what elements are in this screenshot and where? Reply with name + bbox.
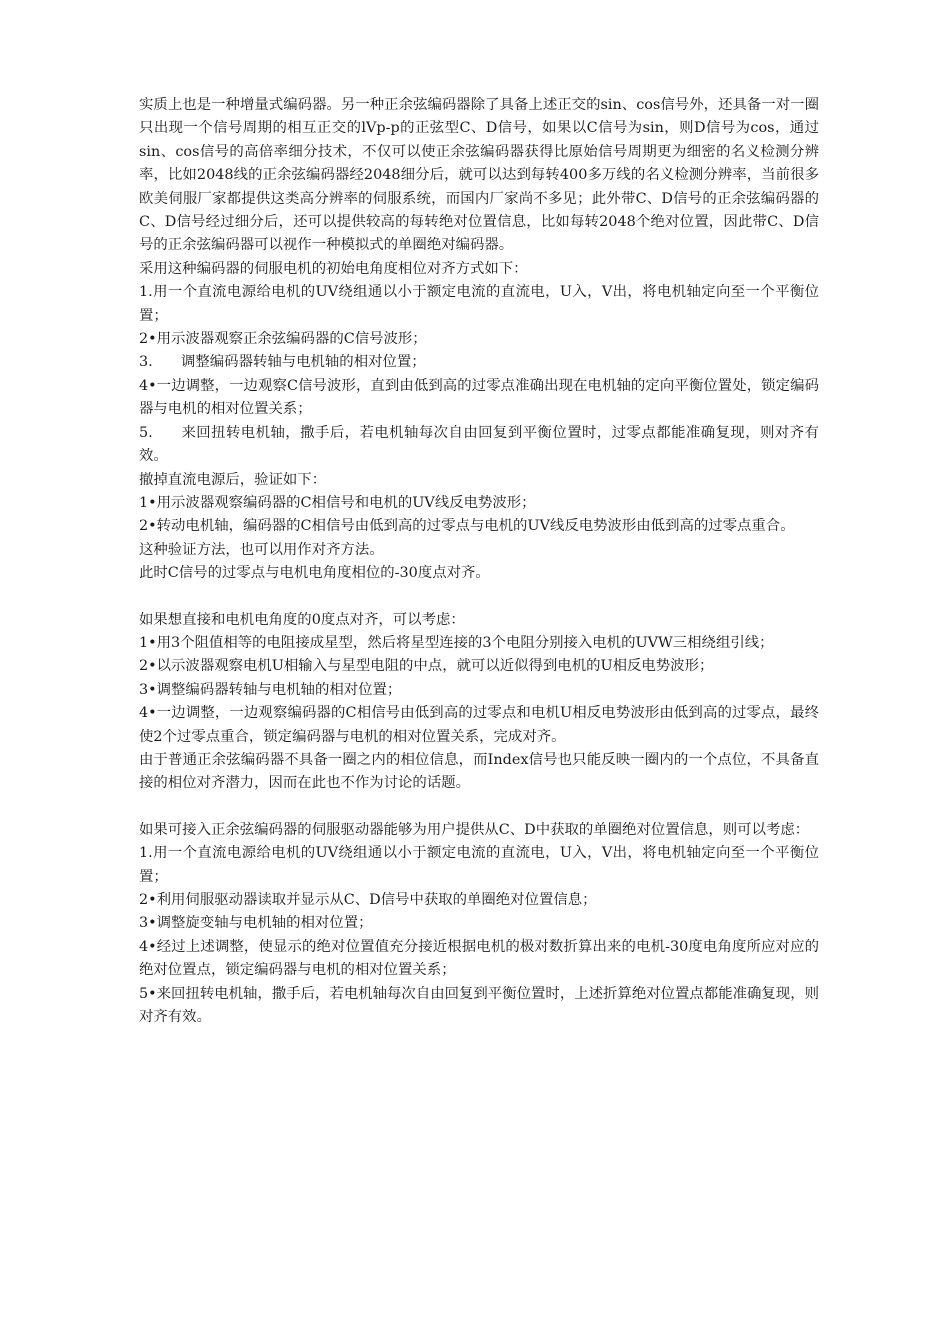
verify-note-2: 此时C信号的过零点与电机电角度相位的-30度点对齐。 <box>139 565 490 582</box>
section1-item-5-number: 5. <box>139 424 153 441</box>
blank-line <box>139 586 819 609</box>
section2-item-2: 2•以示波器观察电机U相输入与星型电阻的中点，就可以近似得到电机的U相反电势波形； <box>139 658 714 675</box>
section3-intro: 如果可接入正余弦编码器的伺服驱动器能够为用户提供从C、D中获取的单圈绝对位置信息，则可以考虑： <box>139 821 810 838</box>
blank-line <box>139 796 819 819</box>
section1-item-3 <box>139 351 819 374</box>
section2-item-3: 3•调整编码器转轴与电机轴的相对位置； <box>139 681 402 698</box>
section1-item-1: 1.用一个直流电源给电机的UV绕组通以小于额定电流的直流电，U入，V出，将电机轴定向至一个平衡位置； <box>139 284 819 324</box>
section1-item-2: 2•用示波器观察正余弦编码器的C信号波形； <box>139 331 427 348</box>
verify-item-2: 2•转动电机轴，编码器的C相信号由低到高的过零点与电机的UV线反电势波形由低到高的过零点重合。 <box>139 518 795 535</box>
section3-item-4: 4•经过上述调整，使显示的绝对位置值充分接近根据电机的极对数折算出来的电机-30度电角度所应对应的绝对位置点，锁定编码器与电机的相对位置关系； <box>139 938 819 979</box>
section1-item-3-number: 3. <box>139 354 153 371</box>
section1-item-4: 4•一边调整，一边观察C信号波形，直到由低到高的过零点准确出现在电机轴的定向平衡位置处，锁定编码器与电机的相对位置关系； <box>139 377 819 418</box>
section2-note: 由于普通正余弦编码器不具备一圈之内的相位信息，而Index信号也只能反映一圈内的一个点位，不具备直接的相位对齐潜力，因而在此也不作为讨论的话题。 <box>139 751 819 792</box>
section2-item-1: 1•用3个阻值相等的电阻接成星型，然后将星型连接的3个电阻分别接入电机的UVW三相绕组引线； <box>139 634 774 651</box>
section1-intro: 采用这种编码器的伺服电机的初始电角度相位对齐方式如下： <box>139 260 528 277</box>
section3-item-2: 2•利用伺服驱动器读取并显示从C、D信号中获取的单圈绝对位置信息； <box>139 892 597 908</box>
section3-item-5: 5•来回扭转电机轴，撒手后，若电机轴每次自由回复到平衡位置时，上述折算绝对位置点都能准确复现，则对齐有效。 <box>139 985 819 1026</box>
section1-item-3-text: 调整编码器转轴与电机轴的相对位置； <box>181 354 426 371</box>
section3-item-1: 1.用一个直流电源给电机的UV绕组通以小于额定电流的直流电，U入，V出，将电机轴定向至一个平衡位置； <box>139 845 819 885</box>
section3-item-3: 3•调整旋变轴与电机轴的相对位置； <box>139 915 373 932</box>
intro-paragraph: 实质上也是一种增量式编码器。另一种正余弦编码器除了具备上述正交的sin、cos信号外，还具备一对一圈只出现一个信号周期的相互正交的lVp-p的正弦型C、D信号，如果以C信号为sin，则D信号为cos，通过sin、cos信号的高倍率细分技术，不仅可以使正余弦编码器获得比原始信号周期更为细密的名义检测分辨率，比如2048线的正余弦编码器经2048细分后，就可以达到每转400多万线的名义检测分辨率，当前很多欧美伺服厂家都提供这类高分辨率的伺服系统，而国内厂家尚不多见；此外带C、D信号的正余弦编码器的C、D信号经过细分后，还可以提供较高的每转绝对位置信息，比如每转2048个绝对位置，因此带C、D信号的正余弦编码器可以视作一种模拟式的单圈绝对编码器。 <box>139 97 819 254</box>
section2-item-4: 4•一边调整，一边观察编码器的C相信号由低到高的过零点和电机U相反电势波形由低到高的过零点，最终使2个过零点重合，锁定编码器与电机的相对位置关系，完成对齐。 <box>139 705 819 745</box>
verify-note-1: 这种验证方法，也可以用作对齐方法。 <box>139 541 384 558</box>
document-page <box>139 94 819 1029</box>
verify-item-1: 1•用示波器观察编码器的C相信号和电机的UV线反电势波形； <box>139 494 536 511</box>
section1-item-5-text: 来回扭转电机轴，撒手后，若电机轴每次自由回复到平衡位置时，过零点都能准确复现，则对齐有效。 <box>139 424 819 465</box>
section2-intro: 如果想直接和电机电角度的0度点对齐，可以考虑： <box>139 611 465 628</box>
section1-item-5 <box>139 422 819 469</box>
verify-intro: 撤掉直流电源后，验证如下： <box>139 471 327 488</box>
